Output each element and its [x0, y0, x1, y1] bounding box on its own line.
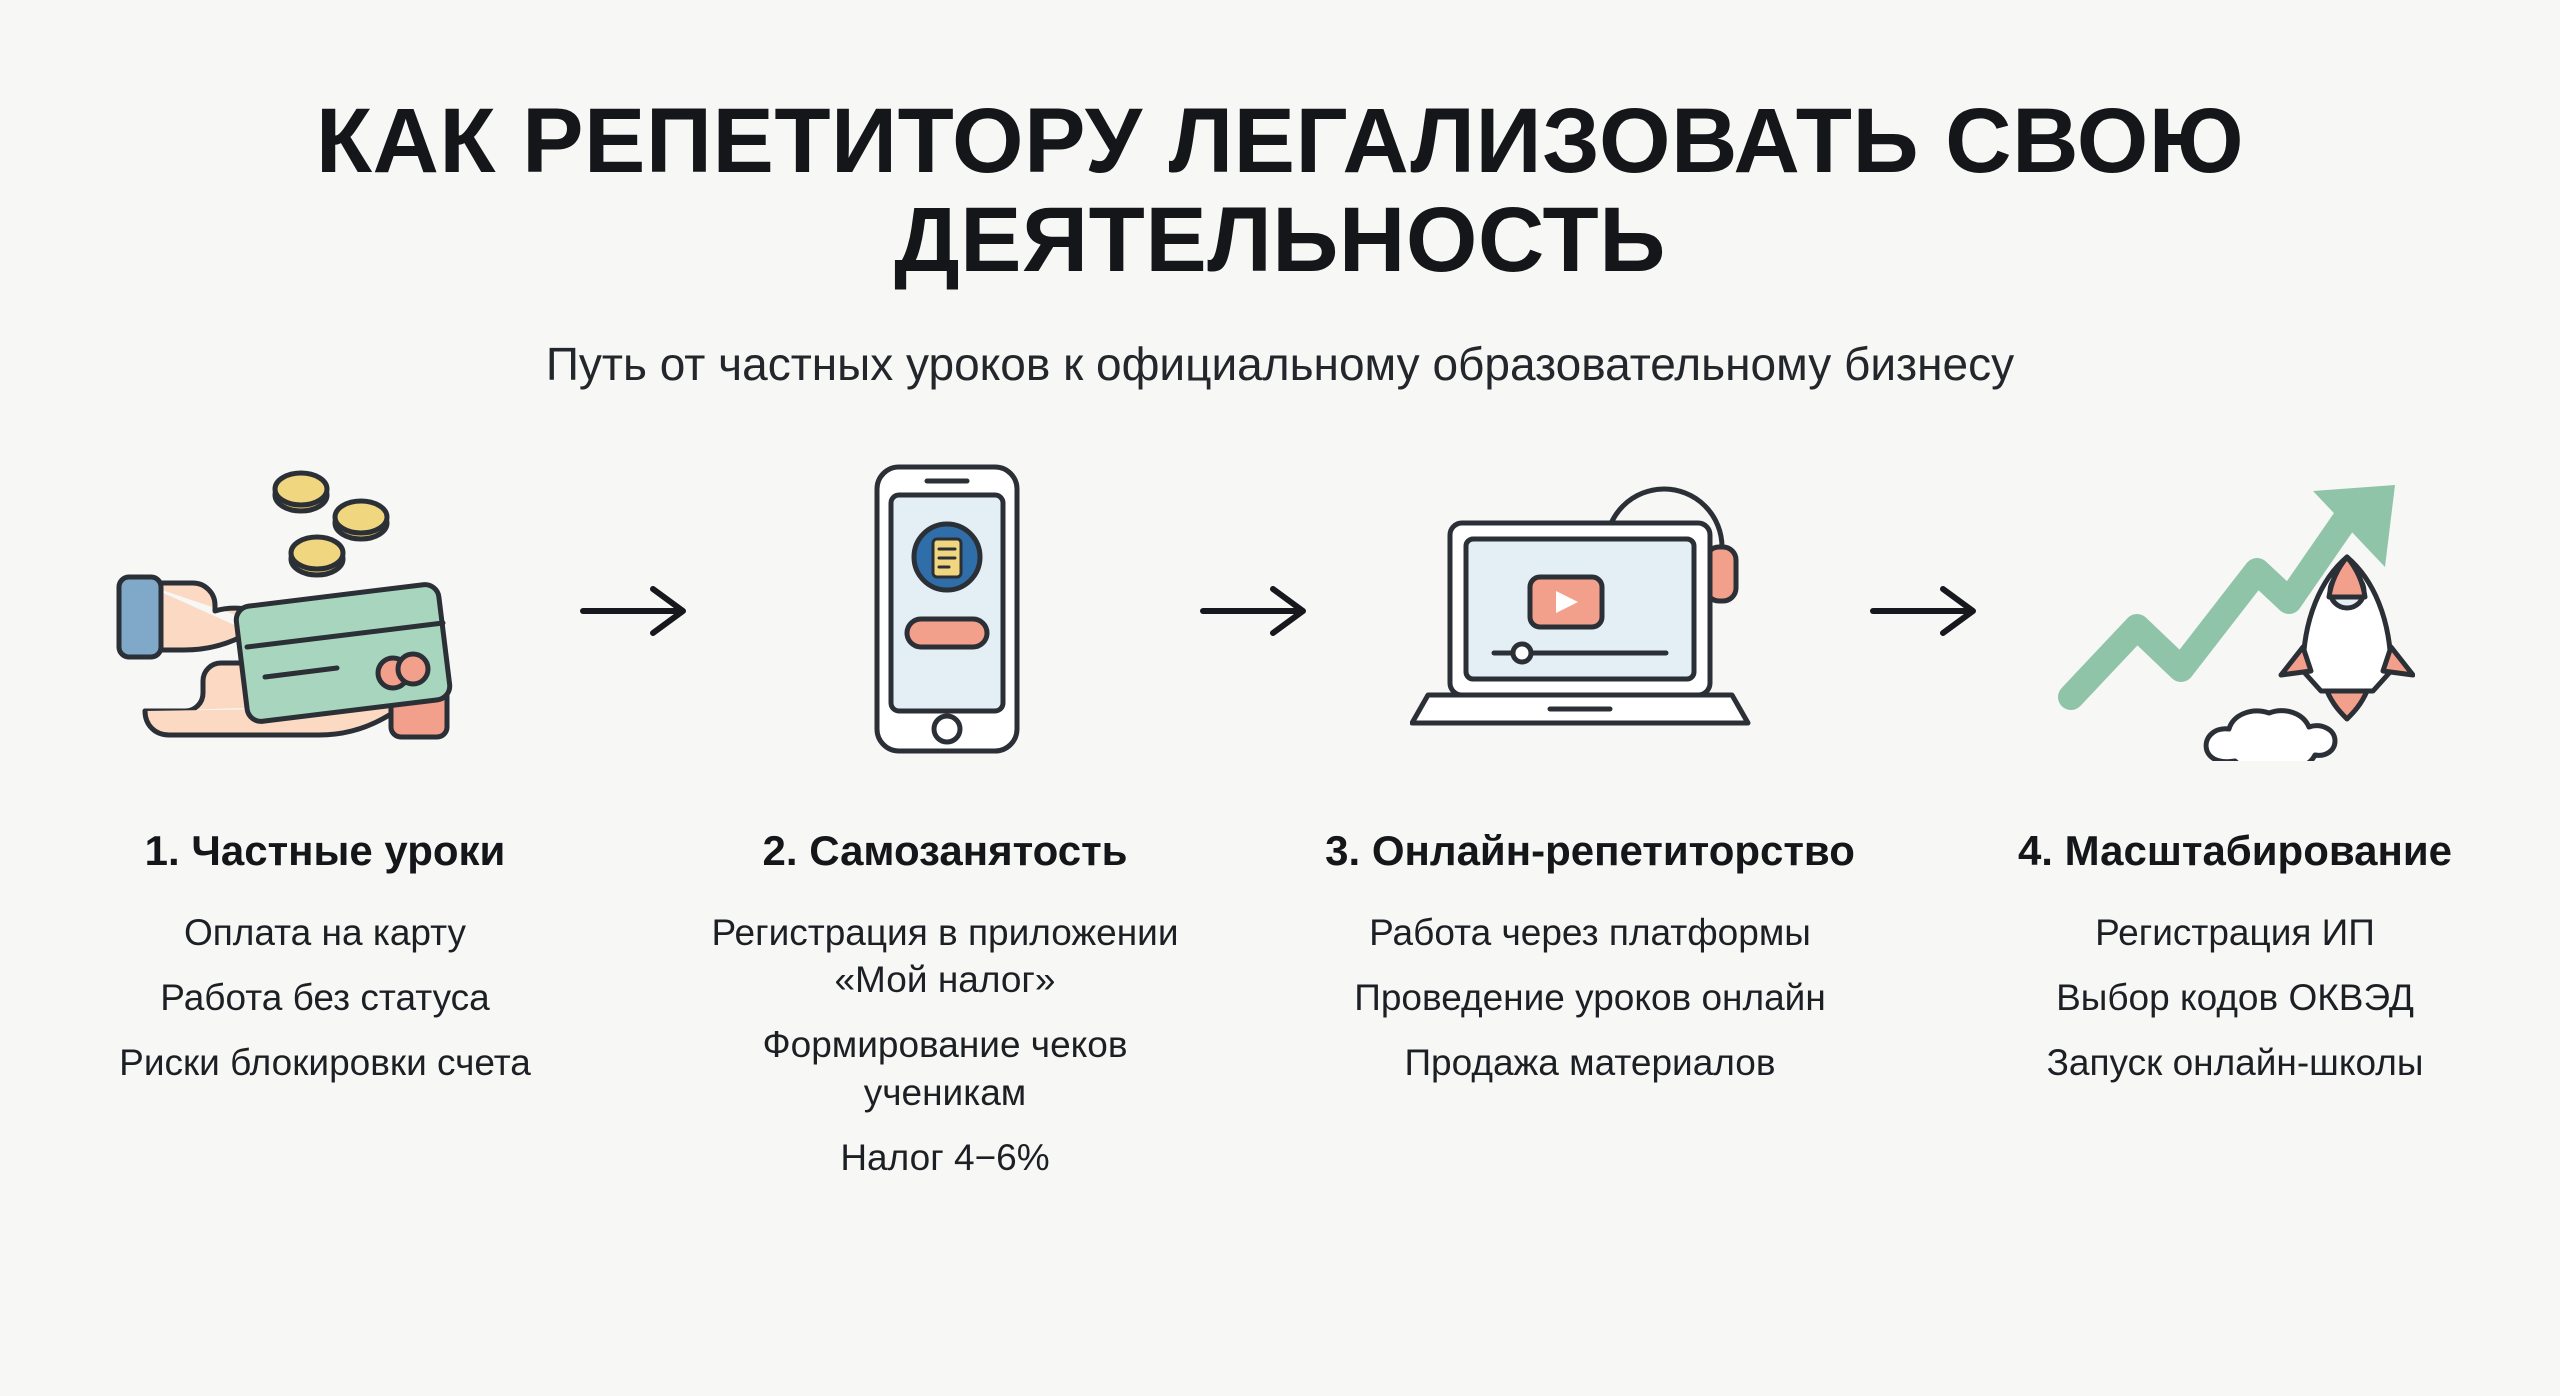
step-1-bullets [119, 909, 531, 1087]
step-3 [1325, 461, 1855, 1087]
arrow-right-icon [1865, 581, 1985, 641]
header [0, 0, 2560, 391]
step-4-bullets [2047, 909, 2424, 1087]
step-2-bullets [710, 909, 1180, 1182]
step-3-icon-box [1330, 461, 1850, 761]
step-4-bullet-2: Выбор кодов ОКВЭД [2056, 977, 2414, 1019]
step-3-bullet-3: Продажа материалов [1404, 1042, 1776, 1084]
hand-card-coins-icon [105, 461, 545, 761]
step-1-icon-box [90, 461, 560, 761]
step-2-title: 2. Самозанятость [762, 826, 1128, 874]
step-3-title: 3. Онлайн-репетиторство [1325, 826, 1855, 874]
arrow-right-icon [575, 581, 695, 641]
step-1-bullet-2: Работа без статуса [160, 977, 490, 1019]
arrow-right-icon [1195, 581, 1315, 641]
step-1-bullet-1: Оплата на карту [183, 911, 467, 953]
step-3-bullet-1: Работа через платформы [1369, 911, 1811, 953]
step-4 [2000, 461, 2470, 1087]
page-title: КАК РЕПЕТИТОРУ ЛЕГАЛИЗОВАТЬ СВОЮ ДЕЯТЕЛЬНОСТЬ [315, 90, 2245, 292]
page-subtitle: Путь от частных уроков к официальному образовательному бизнесу [545, 337, 2015, 390]
step-2-bullet-1: Регистрация в приложении «Мой налог» [711, 911, 1179, 1001]
step-3-bullets [1354, 909, 1826, 1087]
step-1 [90, 461, 560, 1087]
step-1-bullet-3: Риски блокировки счета [119, 1042, 531, 1084]
step-4-bullet-3: Запуск онлайн-школы [2046, 1042, 2424, 1084]
step-2-bullet-2: Формирование чеков ученикам [762, 1024, 1128, 1113]
step-4-bullet-1: Регистрация ИП [2095, 911, 2375, 953]
smartphone-document-icon [815, 461, 1075, 761]
rocket-growth-arrow-icon [2055, 461, 2415, 761]
step-2-icon-box [710, 461, 1180, 761]
arrow-2 [1180, 461, 1330, 761]
step-1-title: 1. Частные уроки [144, 826, 506, 874]
step-3-bullet-2: Проведение уроков онлайн [1354, 977, 1826, 1019]
arrow-3 [1850, 461, 2000, 761]
laptop-video-headset-icon [1410, 461, 1770, 761]
step-4-icon-box [2000, 461, 2470, 761]
steps-flow [0, 461, 2560, 1182]
step-4-title: 4. Масштабирование [2017, 826, 2453, 874]
step-2-bullet-3: Налог 4−6% [840, 1137, 1050, 1179]
arrow-1 [560, 461, 710, 761]
step-2 [710, 461, 1180, 1182]
